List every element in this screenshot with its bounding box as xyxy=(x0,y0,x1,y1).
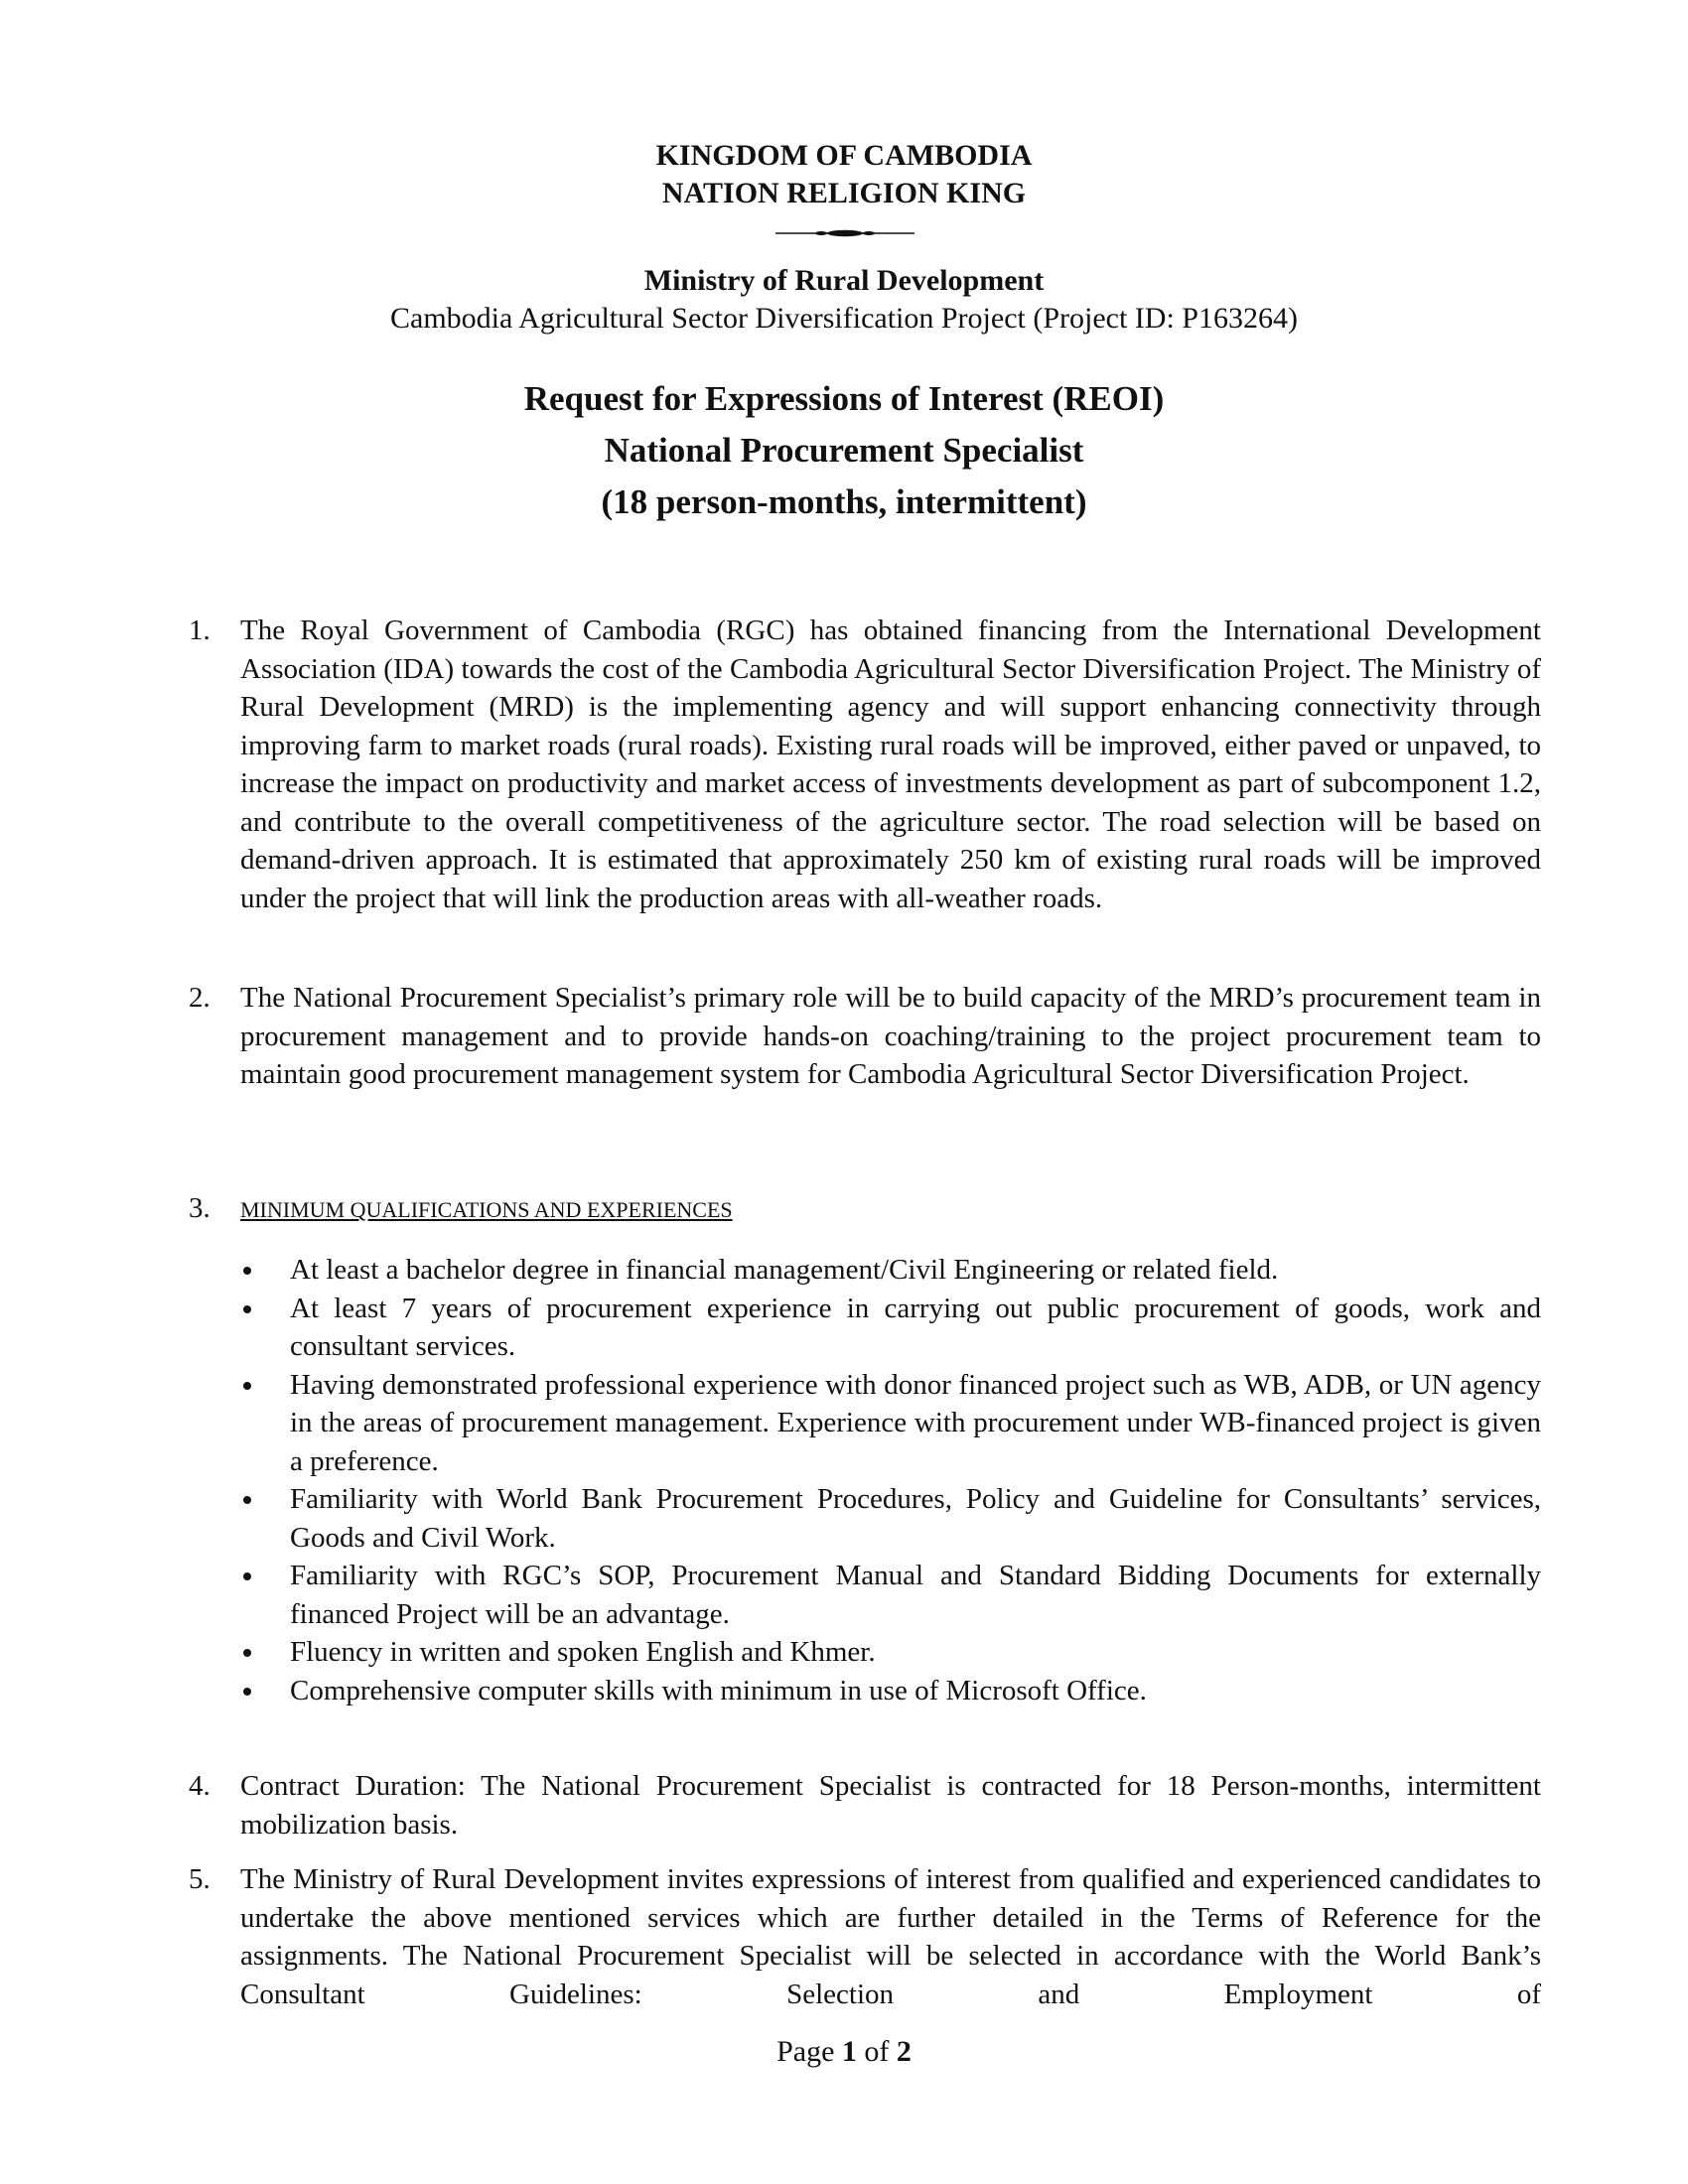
list-item-text: Comprehensive computer skills with minimum in use of Microsoft Office. xyxy=(290,1674,1147,1706)
paragraph-2 xyxy=(189,979,1541,1094)
qualifications-heading: MINIMUM QUALIFICATIONS AND EXPERIENCES xyxy=(240,1197,733,1222)
total-pages: 2 xyxy=(896,2035,912,2068)
paragraph-text: Contract Duration: The National Procurement Specialist is contracted for 18 Person-months, intermittent mobilization basis. xyxy=(240,1770,1541,1841)
list-item xyxy=(240,1672,1541,1710)
list-item xyxy=(240,1557,1541,1633)
list-item xyxy=(240,1251,1541,1290)
current-page: 1 xyxy=(841,2035,857,2068)
paragraph-number: 4. xyxy=(189,1770,211,1802)
paragraph-number: 2. xyxy=(189,982,211,1014)
paragraph-text: The Ministry of Rural Development invites expressions of interest from qualified and experienced candidates to undertake the above mentioned services which are further detailed in the Terms of Reference for the assignments. The National Procurement Specialist will be selected in accordance with the World Bank’s Consultant Guidelines: Selection and Employment of xyxy=(240,1863,1541,2010)
list-item-text: Having demonstrated professional experience with donor financed project such as WB, ADB, or UN agency in the areas of procurement management. Experience with procurement under WB-financed project is given a preference. xyxy=(290,1368,1541,1477)
paragraph-number: 3. xyxy=(189,1192,211,1224)
paragraph-4 xyxy=(189,1767,1541,1843)
national-motto: NATION RELIGION KING xyxy=(661,177,1027,209)
list-item xyxy=(240,1480,1541,1557)
paragraph-number: 5. xyxy=(189,1863,211,1895)
page-label: Page xyxy=(776,2035,835,2068)
paragraph-5 xyxy=(189,1860,1541,2013)
paragraph-text: The National Procurement Specialist’s primary role will be to build capacity of the MRD’s procurement team in procurement management and to provide hands-on coaching/training to the project procurement team to maintain good procurement management system for Cambodia Agricultural Sector Diversification Project. xyxy=(240,982,1541,1090)
paragraph-text: The Royal Government of Cambodia (RGC) has obtained financing from the International Development Association (IDA) towards the cost of the Cambodia Agricultural Sector Diversification Project. The Ministry of Rural Development (MRD) is the implementing agency and will support enhancing connectivity through improving farm to market roads (rural roads). Existing rural roads will be improved, either paved or unpaved, to increase the impact on productivity and market access of investments development as part of subcomponent 1.2, and contribute to the overall competitiveness of the agriculture sector. The road selection will be based on demand-driven approach. It is estimated that approximately 250 km of existing rural roads will be improved under the project that will link the production areas with all-weather roads. xyxy=(240,614,1541,914)
position-title: National Procurement Specialist xyxy=(604,431,1084,470)
list-item xyxy=(240,1366,1541,1481)
ornament-divider-icon xyxy=(775,226,914,240)
page-number-footer xyxy=(0,2033,1688,2071)
list-item xyxy=(240,1633,1541,1672)
list-item xyxy=(240,1290,1541,1366)
list-item-text: Familiarity with World Bank Procurement Procedures, Policy and Guideline for Consultants’ services, Goods and Civil Work. xyxy=(290,1483,1541,1554)
document-title: Request for Expressions of Interest (REOI) xyxy=(523,379,1165,418)
paragraph-1 xyxy=(189,612,1541,917)
paragraph-3 xyxy=(189,1189,1541,1230)
country-heading: KINGDOM OF CAMBODIA xyxy=(655,139,1033,172)
of-label: of xyxy=(864,2035,890,2068)
list-item-text: Fluency in written and spoken English and Khmer. xyxy=(290,1636,876,1668)
ministry-name: Ministry of Rural Development xyxy=(643,264,1045,297)
list-item-text: At least 7 years of procurement experience in carrying out public procurement of goods, work and consultant services. xyxy=(290,1292,1541,1362)
project-name: Cambodia Agricultural Sector Diversification Project (Project ID: P163264) xyxy=(390,302,1298,335)
position-duration: (18 person-months, intermittent) xyxy=(601,482,1087,521)
list-item-text: At least a bachelor degree in financial management/Civil Engineering or related field. xyxy=(290,1254,1279,1286)
qualifications-list xyxy=(240,1251,1541,1709)
paragraph-number: 1. xyxy=(189,614,211,646)
list-item-text: Familiarity with RGC’s SOP, Procurement Manual and Standard Bidding Documents for externally financed Project will be an advantage. xyxy=(290,1560,1541,1630)
